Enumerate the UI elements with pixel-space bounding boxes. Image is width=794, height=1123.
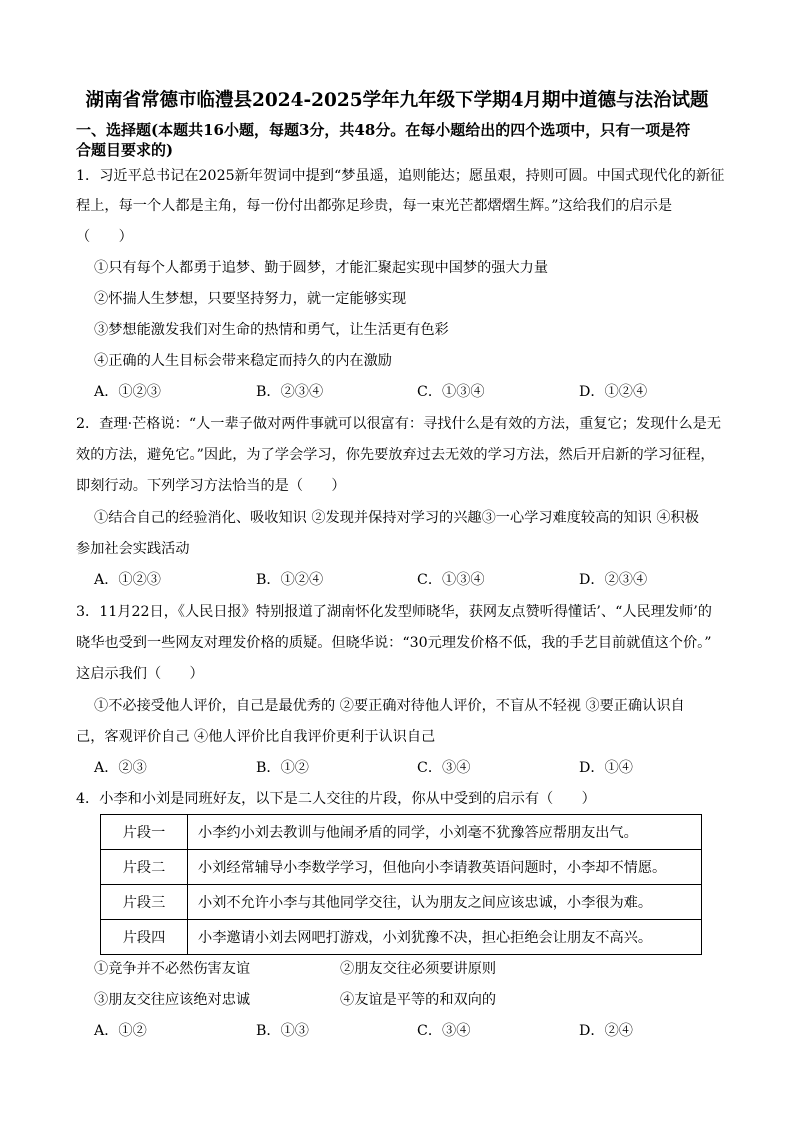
question-2-option-d[interactable]: D．②③④ (579, 572, 648, 588)
question-1-stem-line: （ ） (76, 229, 133, 245)
fragment-text: 小刘经常辅导小李数学学习，但他向小李请教英语问题时，小李却不情愿。 (188, 850, 702, 885)
question-1-option-a[interactable]: A．①②③ (94, 384, 161, 400)
question-2-option-c[interactable]: C．①③④ (417, 572, 485, 588)
table-row (101, 920, 702, 955)
question-3-stem-line: 晓华也受到一些网友对理发价格的质疑。但晓华说：“30元理发价格不低，我的手艺目前就值这个价。” (76, 635, 712, 651)
question-3-option-c[interactable]: C．③④ (417, 760, 471, 776)
question-2-option-b[interactable]: B．①②④ (256, 572, 324, 588)
fragment-text: 小刘不允许小李与其他同学交往，认为朋友之间应该忠诚，小李很为难。 (188, 885, 702, 920)
table-row (101, 885, 702, 920)
table-row (101, 850, 702, 885)
fragment-text: 小李约小刘去教训与他闹矛盾的同学，小刘毫不犹豫答应帮朋友出气。 (188, 815, 702, 850)
question-4-statement: ④友谊是平等的和双向的 (340, 992, 497, 1008)
question-3-statement: 己，客观评价自己 ④他人评价比自我评价更利于认识自己 (76, 729, 436, 745)
page-title: 湖南省常德市临澧县2024-2025学年九年级下学期4月期中道德与法治试题 (85, 90, 709, 111)
question-4-option-a[interactable]: A．①② (94, 1023, 147, 1039)
question-1-stem-line: 程上，每一个人都是主角，每一份付出都弥足珍贵，每一束光芒都熠熠生辉。”这给我们的启示是 (76, 198, 673, 214)
question-3-stem-line: 3．11月22日，《人民日报》特别报道了湖南怀化发型师晓华，获网友点赞听得懂话’、“人民理发师’的 (76, 604, 712, 620)
question-2-stem-line: 2．查理·芒格说：“人一辈子做对两件事就可以很富有：寻找什么是有效的方法，重复它；发现什么是无 (76, 416, 722, 432)
question-1-statement: ③梦想能激发我们对生命的热情和勇气，让生活更有色彩 (94, 322, 449, 338)
fragment-text: 小李邀请小刘去网吧打游戏，小刘犹豫不决，担心拒绝会让朋友不高兴。 (188, 920, 702, 955)
question-2-stem-line: 效的方法，避免它。”因此，为了学会学习，你先要放弃过去无效的学习方法，然后开启新的学习征程， (76, 447, 715, 463)
question-4-stem-line: 4．小李和小刘是同班好友，以下是二人交往的片段，你从中受到的启示有（ ） (76, 791, 596, 807)
question-2-option-a[interactable]: A．①②③ (94, 572, 161, 588)
question-4-option-d[interactable]: D．②④ (579, 1023, 633, 1039)
question-4-option-c[interactable]: C．③④ (417, 1023, 471, 1039)
fragment-label: 片段二 (101, 850, 188, 885)
question-1-statement: ②怀揣人生梦想，只要坚持努力，就一定能够实现 (94, 291, 407, 307)
question-1-statement: ④正确的人生目标会带来稳定而持久的内在激励 (94, 353, 392, 369)
question-4-statement: ①竞争并不必然伤害友谊 (94, 961, 251, 977)
question-3-option-d[interactable]: D．①④ (579, 760, 633, 776)
question-4-statement: ②朋友交往必须要讲原则 (340, 961, 497, 977)
question-2-statement: ①结合自己的经验消化、吸收知识 ②发现并保持对学习的兴趣③一心学习难度较高的知识 ④积极 (94, 510, 699, 526)
question-3-option-a[interactable]: A．②③ (94, 760, 147, 776)
fragment-label: 片段三 (101, 885, 188, 920)
question-4-option-b[interactable]: B．①③ (256, 1023, 309, 1039)
question-2-statement: 参加社会实践活动 (76, 541, 190, 557)
question-1-option-b[interactable]: B．②③④ (256, 384, 324, 400)
question-3-statement: ①不必接受他人评价，自己是最优秀的 ②要正确对待他人评价，不盲从不轻视 ③要正确认识自 (94, 698, 685, 714)
question-3-stem-line: 这启示我们（ ） (76, 666, 204, 682)
question-3-option-b[interactable]: B．①② (256, 760, 309, 776)
section-heading-line: 合题目要求的) (76, 141, 174, 159)
question-1-statement: ①只有每个人都勇于追梦、勤于圆梦，才能汇聚起实现中国梦的强大力量 (94, 260, 549, 276)
section-heading (76, 120, 690, 160)
question-1-option-c[interactable]: C．①③④ (417, 384, 485, 400)
fragment-label: 片段四 (101, 920, 188, 955)
question-2-stem-line: 即刻行动。下列学习方法恰当的是（ ） (76, 478, 346, 494)
fragments-table (100, 814, 702, 955)
fragment-label: 片段一 (101, 815, 188, 850)
table-row (101, 815, 702, 850)
question-1-stem-line: 1．习近平总书记在2025新年贺词中提到“梦虽遥，追则能达；愿虽艰，持则可圆。中国式现代化的新征 (76, 168, 725, 184)
section-heading-line: 一、选择题(本题共16小题，每题3分，共48分。在每小题给出的四个选项中，只有一项是符 (76, 121, 691, 139)
question-4-statement: ③朋友交往应该绝对忠诚 (94, 992, 251, 1008)
question-1-option-d[interactable]: D．①②④ (579, 384, 648, 400)
